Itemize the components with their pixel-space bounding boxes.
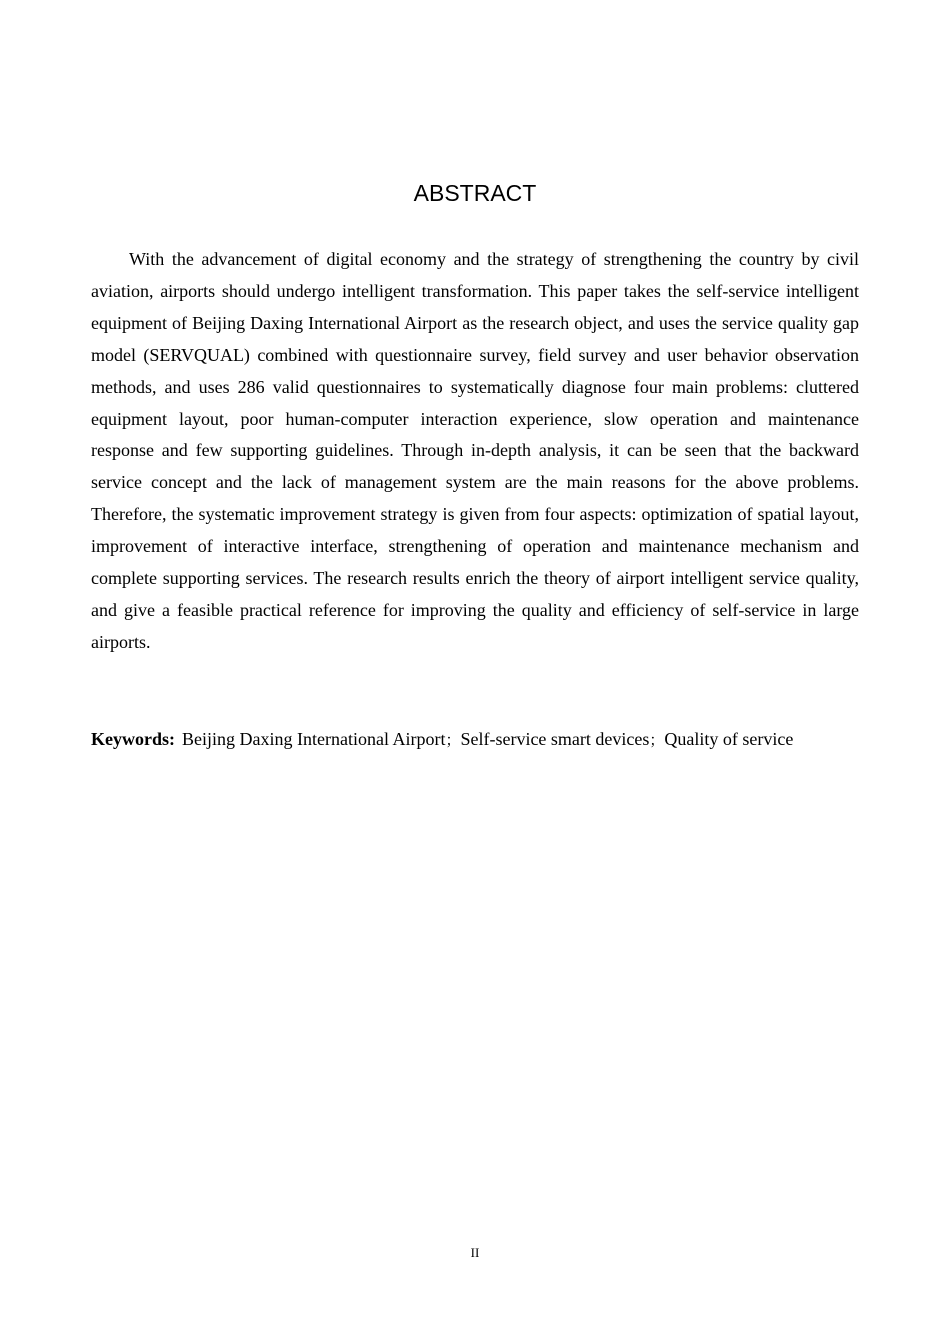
keywords-label: Keywords: (91, 729, 175, 749)
abstract-title: ABSTRACT (413, 180, 537, 206)
keyword-separator: ； (649, 731, 665, 749)
keyword-item: Beijing Daxing International Airport (182, 729, 446, 749)
keywords-line (91, 724, 891, 755)
keyword-item: Quality of service (664, 729, 794, 749)
abstract-paragraph: With the advancement of digital economy and the strategy of strengthening the country by civil aviation, airports should undergo intelligent transformation. This paper takes the self-service intelligent equipment of Beijing Daxing International Airport as the research object, and uses the service quality gap model (SERVQUAL) combined with questionnaire survey, field survey and user behavior observation methods, and uses 286 valid questionnaires to systematically diagnose four main problems: cluttered equipment layout, poor human-computer interaction experience, slow operation and maintenance response and few supporting guidelines. Through in-depth analysis, it can be seen that the backward service concept and the lack of management system are the main reasons for the above problems. Therefore, the systematic improvement strategy is given from four aspects: optimization of spatial layout, improvement of interactive interface, strengthening of operation and maintenance mechanism and complete supporting services. The research results enrich the theory of airport intelligent service quality, and give a feasible practical reference for improving the quality and efficiency of self-service in large airports. (91, 249, 859, 652)
page-number: II (470, 1245, 480, 1260)
keyword-item: Self-service smart devices (460, 729, 650, 749)
keyword-separator: ； (445, 731, 461, 749)
